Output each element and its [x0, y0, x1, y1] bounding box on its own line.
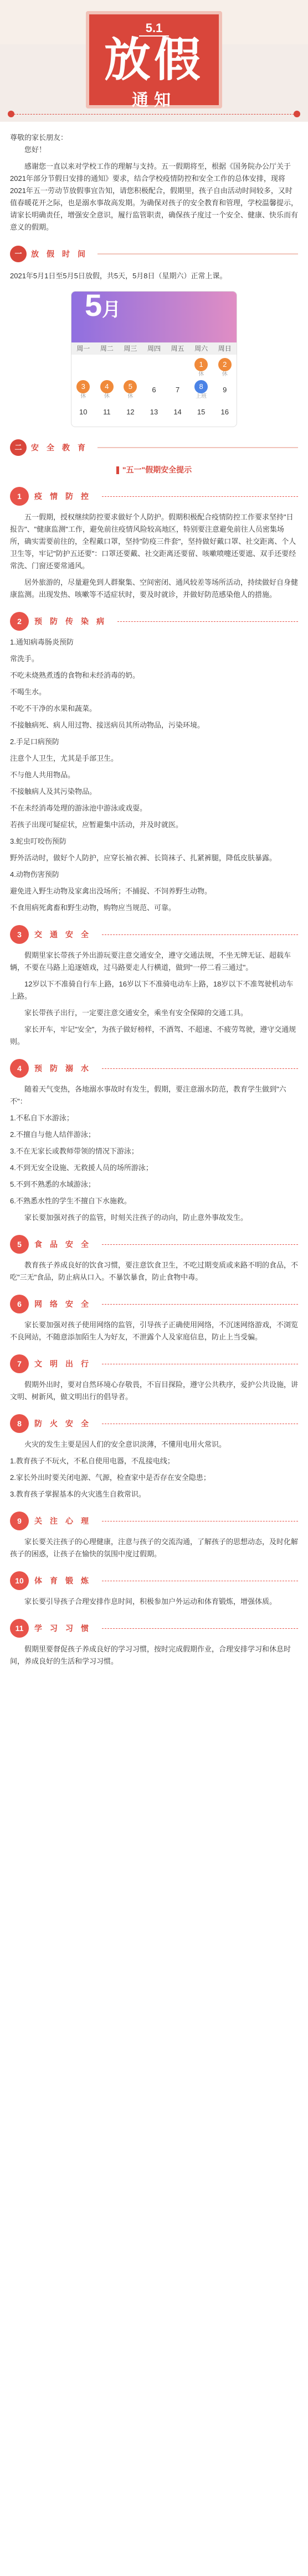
list-item: 野外活动时，做好个人防护，应穿长袖衣裤、长筒袜子、扎紧裤腿，降低皮肤暴露。 — [10, 854, 277, 862]
calendar-day — [213, 357, 237, 379]
section-icon: 二 — [10, 439, 27, 456]
calendar-month: 5月 — [85, 291, 121, 323]
list-item: 常洗手。 — [10, 655, 39, 663]
day-number: 3 — [76, 380, 90, 393]
day-number: 5 — [124, 380, 137, 393]
list-item: 3.教育孩子掌握基本的火灾逃生自救常识。 — [10, 1490, 146, 1498]
study-p: 假期里要督促孩子养成良好的学习习惯，按时完成假期作业，合理安排学习和休息时间，养成良好的生活和学习习惯。 — [10, 1645, 291, 1665]
header-subtitle: 通知 — [132, 91, 176, 110]
list-item: 不接触病死、病人用过物、接送病员其所动物品，污染环境。 — [10, 721, 205, 729]
traffic-p4: 家长开车，牢记"安全"，为孩子做好榜样，不酒驾、不超速、不疲劳驾驶，遵守交通规则。 — [10, 1025, 296, 1046]
list-item: 不食用病死禽畜和野生动物，购物应当规范、可靠。 — [10, 903, 176, 912]
list-item: 3.蛇虫叮咬伤预防 — [10, 837, 66, 845]
sub-title: 食品安全 — [34, 1240, 96, 1249]
sub-icon: 9 — [10, 1512, 29, 1530]
calendar-day — [142, 379, 166, 401]
calendar-day — [71, 401, 95, 423]
sub-title: 疫情防控 — [34, 492, 96, 501]
sub-exercise — [10, 1571, 298, 1590]
list-item: 2.手足口病预防 — [10, 738, 59, 746]
sub-title: 网络安全 — [34, 1300, 96, 1308]
list-item: 6.不熟悉水性的学生不擅自下水施救。 — [10, 1197, 131, 1205]
sub-icon: 8 — [10, 1414, 29, 1433]
day-number: 1 — [194, 358, 208, 371]
day-number — [147, 361, 161, 375]
list-item: 注意个人卫生，尤其是手部卫生。 — [10, 754, 119, 762]
day-number: 8 — [194, 380, 208, 393]
sub-traffic — [10, 925, 298, 944]
net-p: 家长要加强对孩子使用网络的监管，引导孩子正确使用网络，不沉迷网络游戏，不浏览不良网站，不随意添加陌生人为好友，不泄露个人及家庭信息，防止上当受骗。 — [10, 1321, 299, 1341]
sub-icon: 3 — [10, 925, 29, 944]
sub-icon: 11 — [10, 1619, 29, 1638]
hello: 您好！ — [24, 146, 47, 154]
title-frame — [86, 11, 222, 108]
day-number: 14 — [173, 408, 182, 416]
calendar-day — [189, 357, 213, 379]
sub-icon: 5 — [10, 1235, 29, 1254]
section-icon: 一 — [10, 246, 27, 262]
water-p: 家长要加强对孩子的监管，时刻关注孩子的动向，防止意外事故发生。 — [24, 1213, 248, 1222]
calendar-day — [213, 401, 237, 423]
day-tag: 休 — [127, 393, 134, 399]
day-number: 9 — [223, 386, 227, 394]
water-list — [10, 1112, 298, 1207]
greeting: 尊敬的家长朋友： — [10, 133, 68, 142]
section-line — [97, 447, 298, 448]
divider-dot-left — [8, 111, 14, 117]
calendar-day — [71, 379, 95, 401]
day-number: 13 — [150, 408, 158, 416]
calendar-day — [213, 379, 237, 401]
day-number: 16 — [220, 408, 229, 416]
sub-epidemic — [10, 487, 298, 506]
list-item: 2.不擅自与他人结伴游泳； — [10, 1130, 95, 1139]
day-number: 4 — [100, 380, 114, 393]
infection-list — [10, 636, 298, 914]
holiday-text: 2021年5月1日至5月5日放假，共5天，5月8日（星期六）正常上课。 — [10, 272, 227, 280]
list-item: 1.不私自下水游泳； — [10, 1114, 74, 1122]
weekday-label: 周二 — [100, 345, 114, 352]
sub-net — [10, 1295, 298, 1313]
sub-icon: 6 — [10, 1295, 29, 1313]
weekday-label: 周三 — [124, 345, 137, 352]
sub-icon: 2 — [10, 612, 29, 631]
day-number: 15 — [197, 408, 206, 416]
traffic-p3: 家长带孩子出行，一定要注意交通安全，乘坐有安全保障的交通工具。 — [24, 1009, 248, 1017]
sub-mental — [10, 1512, 298, 1530]
fire-list — [10, 1455, 298, 1500]
list-item: 不在未经消毒处理的游泳池中游泳或戏耍。 — [10, 804, 147, 812]
fire-intro: 火灾的发生主要是因人们的安全意识淡薄，不懂用电用火常识。 — [24, 1440, 227, 1448]
day-tag: 上班 — [196, 393, 207, 399]
sub-icon: 1 — [10, 487, 29, 506]
day-number: 12 — [126, 408, 135, 416]
list-item: 3.不在无家长或教师带领的情况下游泳； — [10, 1147, 138, 1155]
calendar-header — [71, 292, 237, 342]
sub-title: 交通安全 — [34, 930, 96, 939]
calendar-days — [71, 355, 237, 427]
day-number: 11 — [103, 408, 111, 416]
calendar-day — [95, 379, 119, 401]
sub-water — [10, 1059, 298, 1078]
day-tag: 休 — [198, 371, 204, 377]
sub-title: 关注心理 — [34, 1516, 96, 1525]
section-title: 放假时间 — [31, 250, 93, 258]
calendar-day — [142, 357, 166, 379]
list-item: 不喝生水。 — [10, 688, 47, 696]
content — [0, 122, 308, 1683]
list-item: 不与他人共用物品。 — [10, 771, 75, 779]
day-number — [124, 361, 137, 375]
day-tag: 休 — [104, 393, 110, 399]
calendar-day — [119, 357, 142, 379]
calendar-day — [119, 401, 142, 423]
food-p: 教育孩子养成良好的饮食习惯，要注意饮食卫生，不吃过期变质或来路不明的食品，不吃"三无"食品，防止病从口入。不暴饮暴食，防止食物中毒。 — [10, 1261, 299, 1281]
list-item: 1.教育孩子不玩火，不私自使用电器，不乱接电线； — [10, 1457, 174, 1465]
sub-infection — [10, 612, 298, 631]
calendar-weekdays — [71, 342, 237, 355]
calendar-day — [189, 401, 213, 423]
sub-icon: 7 — [10, 1354, 29, 1373]
day-number: 6 — [152, 386, 156, 394]
calendar-day — [95, 401, 119, 423]
calendar-day — [142, 401, 166, 423]
header-title: 放假 — [104, 32, 204, 87]
calendar-day — [119, 379, 142, 401]
list-item: 若孩子出现可疑症状，应暂避集中活动，并及时就医。 — [10, 820, 183, 829]
day-number — [100, 361, 114, 375]
calendar-day — [166, 401, 189, 423]
list-item: 5.不到不熟悉的水域游泳； — [10, 1180, 95, 1188]
sub-study — [10, 1619, 298, 1638]
traffic-p1: 假期里家长带孩子外出游玩要注意交通安全，遵守交通法规，不坐无牌无证、超载车辆，不要在马路上追逐嬉戏，过马路要走人行横道，做到"一停二看三通过"。 — [10, 951, 291, 972]
divider-dot-right — [294, 111, 300, 117]
sub-civil — [10, 1354, 298, 1373]
safety-heading: "五一"假期安全提示 — [10, 464, 298, 476]
weekday-label: 周一 — [76, 345, 90, 352]
day-tag: 休 — [80, 393, 86, 399]
day-number — [171, 361, 184, 375]
sub-icon: 10 — [10, 1571, 29, 1590]
calendar-day — [166, 379, 189, 401]
weekday-label: 周五 — [171, 345, 184, 352]
day-number — [76, 361, 90, 375]
list-item: 2.家长外出时要关闭电源、气源，检查家中是否存在安全隐患； — [10, 1473, 211, 1482]
header-date: 5.1 — [89, 21, 219, 37]
weekday-label: 周六 — [194, 345, 208, 352]
list-item: 4.动物伤害预防 — [10, 870, 59, 879]
list-item: 不接触病人及其污染物品。 — [10, 787, 97, 796]
header-divider — [11, 114, 297, 115]
list-item: 1.通知病毒肠炎预防 — [10, 638, 74, 646]
weekday-label: 周四 — [147, 345, 161, 352]
sub-title: 防火安全 — [34, 1419, 96, 1428]
day-number: 2 — [218, 358, 232, 371]
sub-title: 预防溺水 — [34, 1064, 96, 1073]
calendar — [71, 291, 237, 427]
section-safety — [10, 439, 298, 456]
exercise-p: 家长要引导孩子合理安排作息时间，积极参加户外运动和体育锻炼，增强体质。 — [24, 1597, 277, 1606]
epidemic-p1: 五一假期，授权继续防控要求做好个人防护。假期积极配合疫情防控工作要求坚持"日报告"、"健康监测"工作，避免前往疫情风险较高地区，特别要注意避免前往人员密集场所，确实需要前往的，全程戴口罩，坚持"防疫三件套"，坚持做好戴口罩、社交距离、个人卫生等，牢记"防护五还要"：口罩还要戴、社交距离还要留、咳嗽喷嚏还要遮、双手还要经常洗、门窗还要常通风。 — [10, 513, 296, 570]
civil-p: 假期外出时，要对自然环境心存敬畏，不盲目探险，遵守公共秩序，爱护公共设施，讲文明、树新风，做文明出行的倡导者。 — [10, 1380, 299, 1401]
sub-title: 文明出行 — [34, 1359, 96, 1368]
sub-icon: 4 — [10, 1059, 29, 1078]
sub-fire — [10, 1414, 298, 1433]
day-number: 7 — [175, 386, 180, 394]
list-item: 不吃未烧熟煮透的食物和未经消毒的奶。 — [10, 671, 140, 679]
calendar-day — [189, 379, 213, 401]
list-item: 避免进入野生动物及家禽出没场所；不捕捉、不饲养野生动物。 — [10, 887, 212, 895]
water-intro: 随着天气变热，各地溺水事故时有发生，假期，要注意溺水防范，教育学生做到"六不"： — [10, 1085, 286, 1105]
mental-p: 家长要关注孩子的心理健康，注意与孩子的交流沟通，了解孩子的思想动态，及时化解孩子的困惑，让孩子在愉快的氛围中度过假期。 — [10, 1538, 299, 1558]
day-number: 10 — [79, 408, 88, 416]
calendar-day — [71, 357, 95, 379]
sub-title: 预防传染病 — [34, 617, 112, 626]
section-title: 安全教育 — [31, 443, 93, 452]
intro-paragraph: 感谢您一直以来对学校工作的理解与支持。五一假期将至，根据《国务院办公厅关于2021年部分节假日安排的通知》要求，结合学校疫情防控和安全工作的总体安排，现将2021年五一劳动节放假事宜告知，请您积极配合，假期里，孩子自由活动时间较多，又时值春暖花开之际，也是溺水事故高发期。为确保对孩子的安全教育和管理，学校温馨提示，请家长明确责任，增强安全意识，履行监管职责，确保孩子度过一个安全、健康、快乐而有意义的假期。 — [10, 162, 299, 231]
header-banner — [0, 0, 308, 122]
weekday-label: 周日 — [218, 345, 232, 352]
list-item: 不吃不干净的水果和蔬菜。 — [10, 704, 97, 713]
day-tag: 休 — [222, 371, 228, 377]
sub-title: 学习习惯 — [34, 1624, 96, 1633]
epidemic-p2: 居外旅游的，尽量避免到人群聚集、空间密闭、通风较差等场所活动，持续做好自身健康监测。出现发热、咳嗽等不适症状时，要及时就诊，并做好防范感染他人的措施。 — [10, 578, 299, 599]
traffic-p2: 12岁以下不准骑自行车上路，16岁以下不准骑电动车上路，18岁以下不准驾驶机动车上路。 — [10, 980, 294, 1000]
sub-food — [10, 1235, 298, 1254]
section-line — [97, 253, 298, 255]
section-holiday-time — [10, 246, 298, 262]
calendar-day — [166, 357, 189, 379]
list-item: 4.不到无安全设施、无救援人员的场所游泳； — [10, 1164, 153, 1172]
sub-title: 体育锻炼 — [34, 1576, 96, 1585]
calendar-day — [95, 357, 119, 379]
